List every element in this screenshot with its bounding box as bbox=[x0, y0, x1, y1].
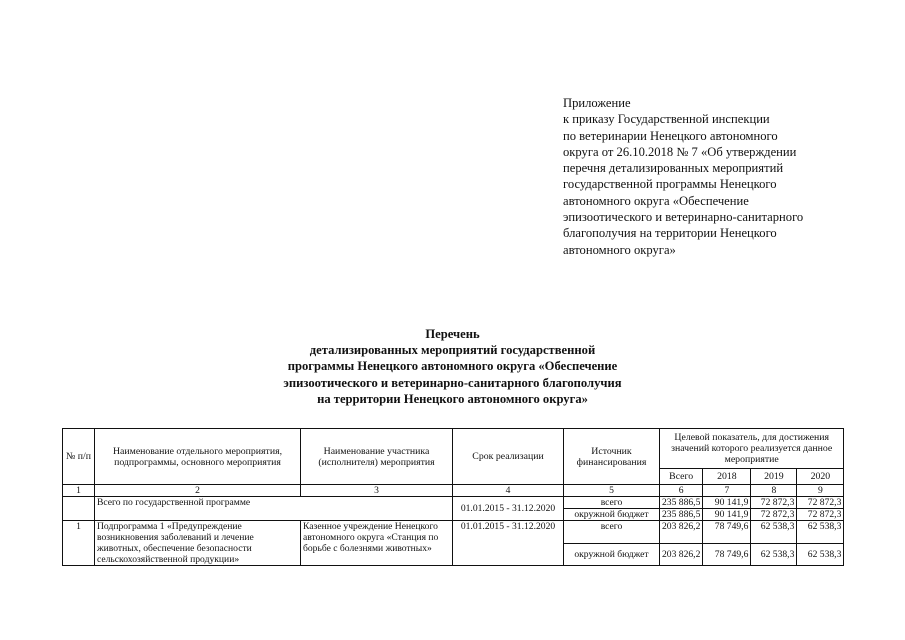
col-number: 2 bbox=[95, 485, 301, 497]
subprogram-num: 1 bbox=[63, 521, 95, 566]
header-target: Целевой показатель, для достижения значений которого реализуется данное мероприятие bbox=[660, 429, 844, 469]
source-cell: всего bbox=[564, 497, 660, 509]
col-number: 3 bbox=[301, 485, 453, 497]
value-cell: 62 538,3 bbox=[751, 543, 797, 566]
subprogram-participant: Казенное учреждение Ненецкого автономного округа «Станция по борьбе с болезнями животных» bbox=[301, 521, 453, 566]
subprogram-period: 01.01.2015 - 31.12.2020 bbox=[453, 521, 564, 566]
col-number: 5 bbox=[564, 485, 660, 497]
subprogram-name: Подпрограмма 1 «Предупреждение возникновения заболеваний и лечение животных, обеспечение безопасности сельскохозяйственной продукции» bbox=[95, 521, 301, 566]
col-number: 8 bbox=[751, 485, 797, 497]
title-line: программы Ненецкого автономного округа «Обеспечение bbox=[287, 359, 618, 374]
cell-empty bbox=[63, 497, 95, 521]
col-number: 7 bbox=[703, 485, 751, 497]
value-cell: 78 749,6 bbox=[703, 543, 751, 566]
table-row bbox=[63, 497, 844, 509]
appendix-line: перечня детализированных мероприятий bbox=[563, 161, 784, 176]
appendix-line: по ветеринарии Ненецкого автономного bbox=[563, 128, 778, 143]
header-2018: 2018 bbox=[703, 469, 751, 485]
appendix-line: благополучия на территории Ненецкого bbox=[563, 226, 777, 241]
title-line: Перечень bbox=[425, 327, 480, 341]
appendix-block bbox=[563, 95, 863, 258]
col-number: 1 bbox=[63, 485, 95, 497]
document-title bbox=[200, 326, 705, 407]
value-cell: 62 538,3 bbox=[797, 543, 844, 566]
title-line: на территории Ненецкого автономного округа» bbox=[317, 391, 588, 406]
total-program-name: Всего по государственной программе bbox=[95, 497, 453, 521]
value-cell: 203 826,2 bbox=[660, 521, 703, 544]
appendix-line: Приложение bbox=[563, 96, 631, 110]
header-num: № п/п bbox=[63, 429, 95, 485]
value-cell: 90 141,9 bbox=[703, 497, 751, 509]
source-cell: окружной бюджет bbox=[564, 543, 660, 566]
appendix-line: автономного округа» bbox=[563, 242, 676, 257]
source-cell: окружной бюджет bbox=[564, 509, 660, 521]
appendix-line: к приказу Государственной инспекции bbox=[563, 112, 770, 127]
value-cell: 72 872,3 bbox=[797, 497, 844, 509]
value-cell: 235 886,5 bbox=[660, 497, 703, 509]
appendix-line: эпизоотического и ветеринарно-санитарного bbox=[563, 210, 804, 225]
total-program-period: 01.01.2015 - 31.12.2020 bbox=[453, 497, 564, 521]
header-source: Источник финансирования bbox=[564, 429, 660, 485]
source-cell: всего bbox=[564, 521, 660, 544]
value-cell: 72 872,3 bbox=[797, 509, 844, 521]
column-numbers-row bbox=[63, 485, 844, 497]
value-cell: 72 872,3 bbox=[751, 509, 797, 521]
header-2020: 2020 bbox=[797, 469, 844, 485]
value-cell: 62 538,3 bbox=[797, 521, 844, 544]
appendix-line: округа от 26.10.2018 № 7 «Об утверждении bbox=[563, 144, 797, 159]
value-cell: 203 826,2 bbox=[660, 543, 703, 566]
value-cell: 62 538,3 bbox=[751, 521, 797, 544]
header-total: Всего bbox=[660, 469, 703, 485]
header-2019: 2019 bbox=[751, 469, 797, 485]
col-number: 6 bbox=[660, 485, 703, 497]
header-name: Наименование отдельного мероприятия, подпрограммы, основного мероприятия bbox=[95, 429, 301, 485]
value-cell: 235 886,5 bbox=[660, 509, 703, 521]
appendix-line: государственной программы Ненецкого bbox=[563, 177, 777, 192]
value-cell: 72 872,3 bbox=[751, 497, 797, 509]
table-row bbox=[63, 521, 844, 544]
header-period: Срок реализации bbox=[453, 429, 564, 485]
col-number: 4 bbox=[453, 485, 564, 497]
title-line: эпизоотического и ветеринарно-санитарного благополучия bbox=[283, 375, 622, 390]
header-participant: Наименование участника (исполнителя) мероприятия bbox=[301, 429, 453, 485]
col-number: 9 bbox=[797, 485, 844, 497]
value-cell: 78 749,6 bbox=[703, 521, 751, 544]
title-line: детализированных мероприятий государственной bbox=[309, 343, 596, 358]
measures-table bbox=[62, 428, 844, 566]
value-cell: 90 141,9 bbox=[703, 509, 751, 521]
appendix-line: автономного округа «Обеспечение bbox=[563, 193, 749, 208]
